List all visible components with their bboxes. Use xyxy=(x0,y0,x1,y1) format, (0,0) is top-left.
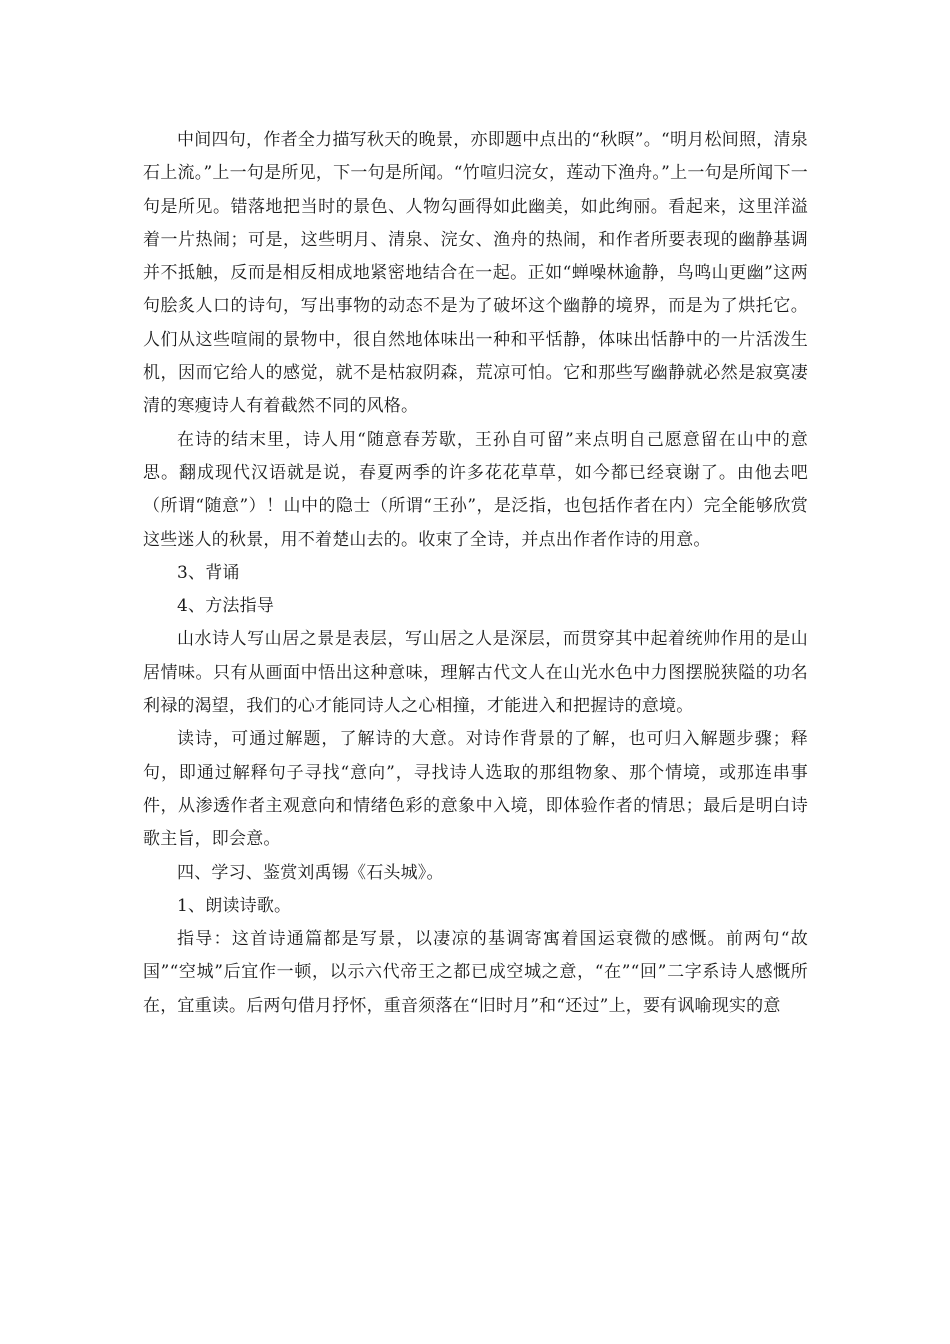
heading-method-guide: 4、方法指导 xyxy=(177,596,275,617)
paragraph-poem-ending: 在诗的结末里，诗人用“随意春芳歇，王孙自可留”来点明自己愿意留在山中的意思。翻成现代汉语就是说，春夏两季的许多花花草草，如今都已经衰谢了。由他去吧（所谓“随意”）！山中的隐士（所谓“王孙”，是泛指，也包括作者在内）完全能够欣赏这些迷人的秋景，用不着楚山去的。收束了全诗，并点出作者作诗的用意。 xyxy=(143,429,808,550)
paragraph-guidance: 指导：这首诗通篇都是写景，以凄凉的基调寄寓着国运衰微的感慨。前两句“故国”“空城”后宜作一顿，以示六代帝王之都已成空城之意，“在”“回”二字系诗人感慨所在，宜重读。后两句借月抒怀，重音须落在“旧时月”和“还过”上，要有讽喻现实的意 xyxy=(143,929,808,1016)
paragraph-reading-poems: 读诗，可通过解题，了解诗的大意。对诗作背景的了解，也可归入解题步骤；释句，即通过解释句子寻找“意向”，寻找诗人选取的那组物象、那个情境，或那连串事件，从渗透作者主观意向和情绪色彩的意象中入境，即体验作者的情思；最后是明白诗歌主旨，即会意。 xyxy=(143,729,808,850)
heading-read-aloud: 1、朗读诗歌。 xyxy=(177,895,292,916)
paragraph-autumn-evening: 中间四句，作者全力描写秋天的晚景，亦即题中点出的“秋暝”。“明月松间照，清泉石上流。”上一句是所见，下一句是所闻。“竹喧归浣女，莲动下渔舟。”上一句是所闻下一句是所见。错落地把当时的景色、人物勾画得如此幽美，如此绚丽。看起来，这里洋溢着一片热闹；可是，这些明月、清泉、浣女、渔舟的热闹，和作者所要表现的幽静基调并不抵触，反而是相反相成地紧密地结合在一起。正如“蝉噪林逾静，鸟鸣山更幽”这两句脍炙人口的诗句，写出事物的动态不是为了破坏这个幽静的境界，而是为了烘托它。人们从这些喧闹的景物中，很自然地体味出一种和平恬静，体味出恬静中的一片活泼生机，因而它给人的感觉，就不是枯寂阴森，荒凉可怕。它和那些写幽静就必然是寂寞凄清的寒瘦诗人有着截然不同的风格。 xyxy=(143,130,808,417)
paragraph-landscape-poet: 山水诗人写山居之景是表层，写山居之人是深层，而贯穿其中起着统帅作用的是山居情味。只有从画面中悟出这种意味，理解古代文人在山光水色中力图摆脱狭隘的功名利禄的渴望，我们的心才能同诗人之心相撞，才能进入和把握诗的意境。 xyxy=(143,629,808,717)
document-body xyxy=(143,124,808,1023)
heading-section-four: 四、学习、鉴赏刘禹锡《石头城》。 xyxy=(177,862,444,883)
heading-recite: 3、背诵 xyxy=(177,562,240,583)
